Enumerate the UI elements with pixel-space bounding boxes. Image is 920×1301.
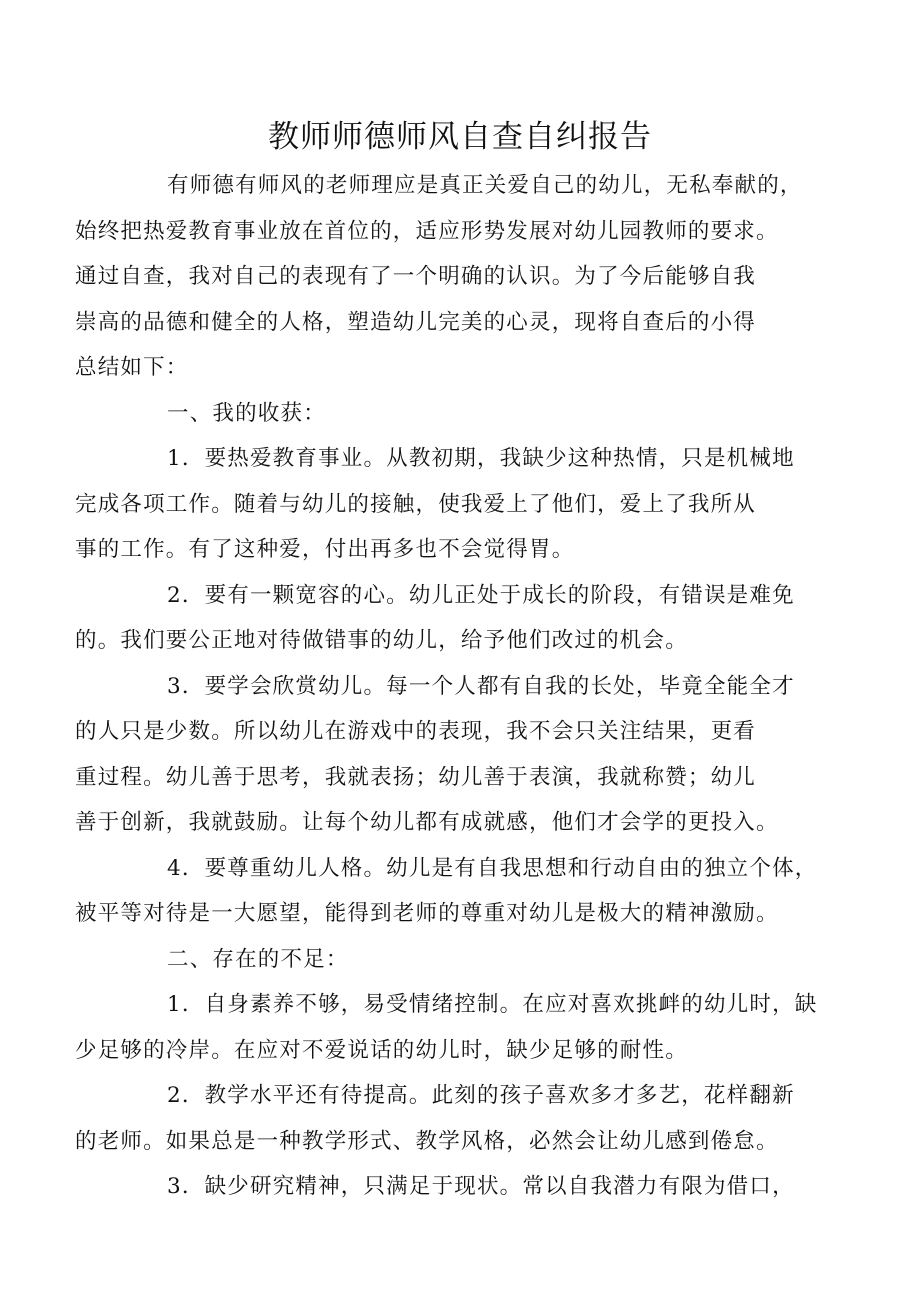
text-line: 3．缺少研究精神，只满足于现状。常以自我潜力有限为借口， [167, 1174, 795, 1199]
text-line: 通过自查，我对自己的表现有了一个明确的认识。为了今后能够自我 [75, 264, 757, 289]
text-line: 总结如下： [75, 355, 189, 380]
text-line: 1．自身素养不够，易受情绪控制。在应对喜欢挑衅的幼儿时，缺 [167, 992, 818, 1017]
document-title: 教师师德师风自查自纠报告 [268, 119, 652, 155]
text-line: 二、存在的不足： [167, 946, 349, 972]
text-line: 崇高的品德和健全的人格，塑造幼儿完美的心灵，现将自查后的小得 [75, 309, 757, 335]
document-body [75, 163, 818, 1210]
text-line: 完成各项工作。随着与幼儿的接触，使我爱上了他们，爱上了我所从 [75, 491, 757, 517]
paragraph-shortcoming-1 [75, 982, 818, 1073]
text-line: 少足够的冷岸。在应对不爱说话的幼儿时，缺少足够的耐性。 [75, 1037, 688, 1063]
paragraph-gain-4 [75, 846, 818, 937]
text-line: 善于创新，我就鼓励。让每个幼儿都有成就感，他们才会学的更投入。 [75, 810, 779, 835]
text-line: 的。我们要公正地对待做错事的幼儿，给予他们改过的机会。 [75, 628, 688, 653]
paragraph-gain-1 [75, 436, 805, 573]
paragraph-shortcoming-3 [121, 1164, 805, 1210]
text-line: 一、我的收获： [167, 400, 326, 426]
text-line: 有师德有师风的老师理应是真正关爱自己的幼儿，无私奉献的， [167, 173, 803, 198]
text-line: 1．要热爱教育事业。从教初期，我缺少这种热情，只是机械地 [167, 446, 795, 471]
section-heading-gains [121, 391, 805, 437]
text-line: 始终把热爱教育事业放在首位的，适应形势发展对幼儿园教师的要求。 [75, 218, 779, 244]
paragraph-gain-3 [75, 664, 805, 846]
section-heading-shortcomings [121, 937, 805, 983]
text-line: 2．要有一颗宽容的心。幼儿正处于成长的阶段，有错误是难免 [167, 582, 795, 608]
text-line: 2．教学水平还有待提高。此刻的孩子喜欢多才多艺，花样翻新 [167, 1083, 795, 1108]
text-line: 事的工作。有了这种爱，付出再多也不会觉得胃。 [75, 537, 575, 562]
text-line: 重过程。幼儿善于思考，我就表扬；幼儿善于表演，我就称赞；幼儿 [75, 764, 757, 790]
paragraph-gain-2 [75, 573, 805, 664]
text-line: 的老师。如果总是一种教学形式、教学风格，必然会让幼儿感到倦怠。 [75, 1128, 779, 1154]
paragraph-intro [75, 163, 805, 391]
text-line: 4．要尊重幼儿人格。幼儿是有自我思想和行动自由的独立个体， [167, 855, 818, 881]
text-line: 被平等对待是一大愿望，能得到老师的尊重对幼儿是极大的精神激励。 [75, 901, 779, 926]
text-line: 3．要学会欣赏幼儿。每一个人都有自我的长处，毕竟全能全才 [167, 673, 795, 699]
text-line: 的人只是少数。所以幼儿在游戏中的表现，我不会只关注结果，更看 [75, 719, 757, 744]
paragraph-shortcoming-2 [75, 1073, 805, 1164]
